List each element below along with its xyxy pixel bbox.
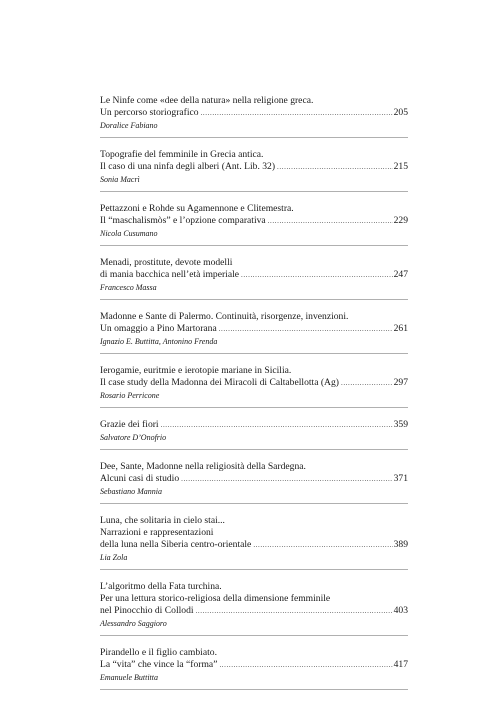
dot-leader xyxy=(161,419,393,431)
toc-entry-author: Salvatore D’Onofrio xyxy=(100,433,167,442)
dot-leader xyxy=(196,605,393,617)
toc-entry-title-line xyxy=(100,605,408,617)
dot-leader xyxy=(268,215,393,227)
toc-entry-title-text: La “vita” che vince la “forma” xyxy=(100,659,218,670)
toc-entry-title-text: Pettazzoni e Rohde su Agamennone e Clitemestra. xyxy=(100,203,294,214)
dot-leader xyxy=(341,377,393,389)
toc-entry-author: Lia Zola xyxy=(100,553,128,562)
page-number: 403 xyxy=(393,605,408,616)
toc-entry-author: Ignazio E. Buttitta, Antonino Frenda xyxy=(100,337,218,346)
toc-entry-author: Alessandro Saggioro xyxy=(100,619,167,628)
toc-entry xyxy=(100,149,408,192)
toc-entry-title-line xyxy=(100,539,408,551)
toc-entry-title-text: Alcuni casi di studio xyxy=(100,473,180,484)
toc-entry-title-text: di mania bacchica nell’età imperiale xyxy=(100,269,240,280)
toc-entry-title-line xyxy=(100,107,408,119)
toc-entry-title-line xyxy=(100,269,408,281)
toc-entry-title-text: nel Pinocchio di Collodi xyxy=(100,605,194,616)
toc-entry xyxy=(100,365,408,408)
toc-entry-title-line xyxy=(100,323,408,335)
toc-entry xyxy=(100,419,408,450)
toc-entry xyxy=(100,647,408,690)
toc-entry-author: Rosario Perricone xyxy=(100,391,160,400)
toc-entry-title-text: Pirandello e il figlio cambiato. xyxy=(100,647,217,658)
toc-entry-title-text: Per una lettura storico-religiosa della dimensione femminile xyxy=(100,593,331,604)
dot-leader xyxy=(219,659,392,671)
toc-entry-title-text: L’algoritmo della Fata turchina. xyxy=(100,581,222,592)
table-of-contents xyxy=(100,95,408,701)
toc-entry-title-text: Madonne e Sante di Palermo. Continuità, risorgenze, invenzioni. xyxy=(100,311,349,322)
toc-entry-author: Doralice Fabiano xyxy=(100,121,158,130)
dot-leader xyxy=(181,473,392,485)
toc-entry xyxy=(100,95,408,138)
page-number: 297 xyxy=(393,377,408,388)
toc-entry xyxy=(100,581,408,636)
toc-entry-title-text: Menadi, prostitute, devote modelli xyxy=(100,257,233,268)
toc-entry-author: Sonia Macrì xyxy=(100,175,140,184)
page-number: 371 xyxy=(393,473,408,484)
toc-entry-title-text: Le Ninfe come «dee della natura» nella religione greca. xyxy=(100,95,314,106)
toc-entry-title-line xyxy=(100,161,408,173)
toc-entry-title-line xyxy=(100,473,408,485)
toc-entry-author: Sebastiano Mannia xyxy=(100,487,162,496)
toc-entry xyxy=(100,515,408,570)
toc-entry xyxy=(100,203,408,246)
toc-entry-author: Emanuele Buttitta xyxy=(100,673,158,682)
toc-entry-title-text: Narrazioni e rappresentazioni xyxy=(100,527,214,538)
toc-entry-title-text: Il “maschalismòs” e l’opzione comparativa xyxy=(100,215,266,226)
dot-leader xyxy=(277,161,393,173)
page-number: 359 xyxy=(393,419,408,430)
toc-entry-title-line xyxy=(100,377,408,389)
dot-leader xyxy=(201,107,393,119)
page-number: 205 xyxy=(393,107,408,118)
page-number: 215 xyxy=(393,161,408,172)
toc-entry-author: Francesco Massa xyxy=(100,283,157,292)
toc-entry xyxy=(100,311,408,354)
toc-entry-title-text: della luna nella Siberia centro-orientale xyxy=(100,539,252,550)
toc-entry-title-text: Topografie del femminile in Grecia antica. xyxy=(100,149,264,160)
page-number: 261 xyxy=(393,323,408,334)
dot-leader xyxy=(219,323,393,335)
toc-entry-title-text: Un percorso storiografico xyxy=(100,107,199,118)
toc-entry-title-text: Grazie dei fiori xyxy=(100,419,159,430)
toc-entry-title-text: Ierogamie, euritmie e ierotopie mariane in Sicilia. xyxy=(100,365,292,376)
page-number: 247 xyxy=(393,269,408,280)
page-number: 417 xyxy=(393,659,408,670)
dot-leader xyxy=(253,539,392,551)
dot-leader xyxy=(241,269,393,281)
toc-entry-title-text: Luna, che solitaria in cielo stai... xyxy=(100,515,225,526)
toc-entry-title-text: Un omaggio a Pino Martorana xyxy=(100,323,217,334)
toc-entry-title-line xyxy=(100,419,408,431)
toc-entry-title-line xyxy=(100,215,408,227)
toc-entry-title-line xyxy=(100,659,408,671)
page-number: 229 xyxy=(393,215,408,226)
toc-entry xyxy=(100,461,408,504)
toc-entry-author: Nicola Cusumano xyxy=(100,229,158,238)
toc-entry-title-text: Il caso di una ninfa degli alberi (Ant. Lib. 32) xyxy=(100,161,276,172)
toc-entry-title-text: Dee, Sante, Madonne nella religiosità della Sardegna. xyxy=(100,461,306,472)
page-number: 389 xyxy=(393,539,408,550)
toc-entry xyxy=(100,257,408,300)
toc-entry-title-text: Il case study della Madonna dei Miracoli di Caltabellotta (Ag) xyxy=(100,377,339,388)
